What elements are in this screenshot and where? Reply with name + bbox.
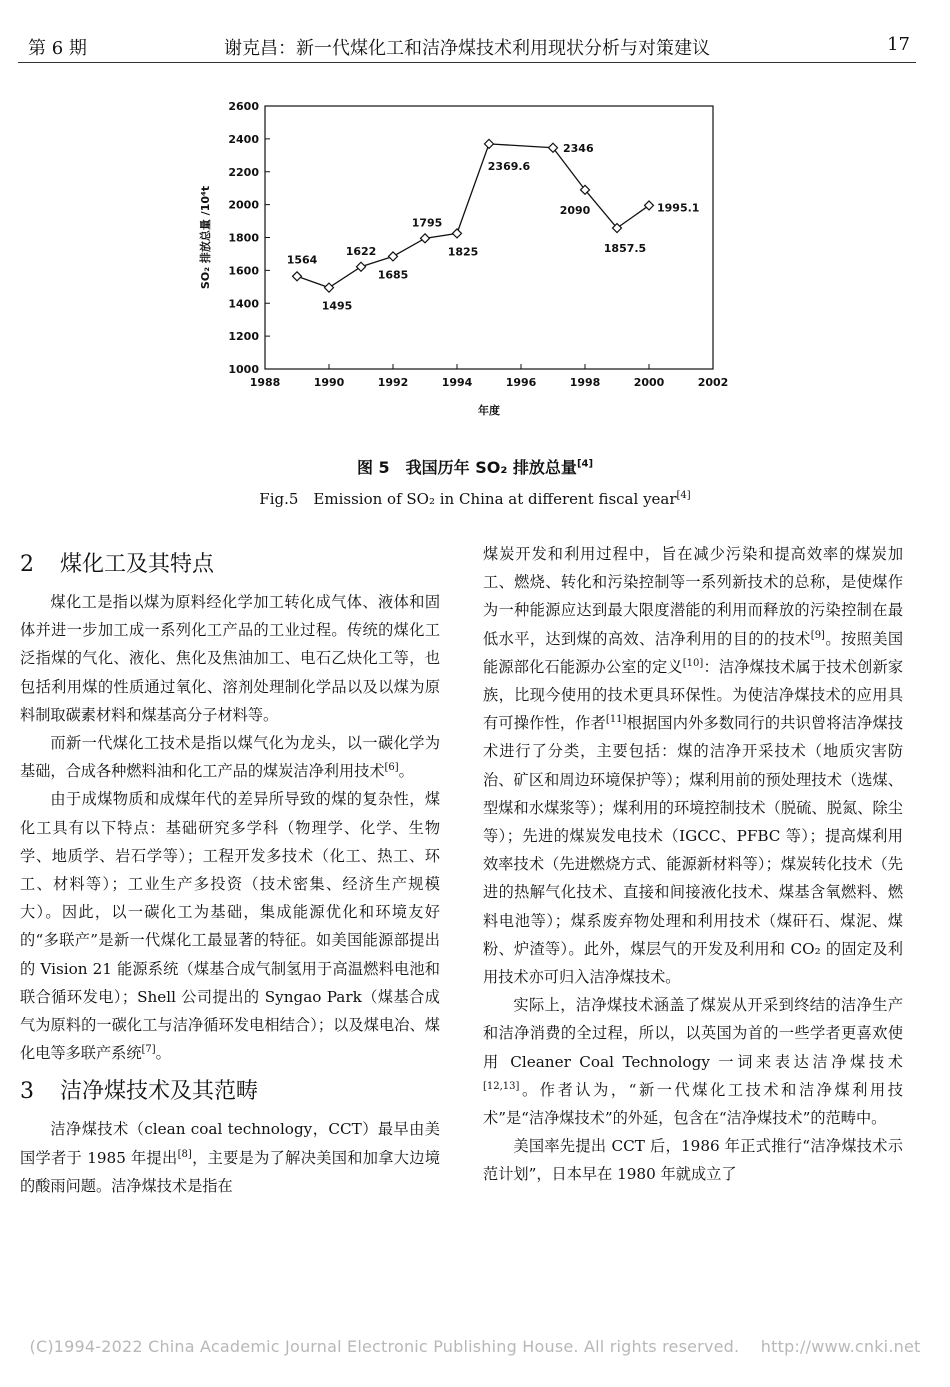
data-label: 1795 bbox=[411, 216, 443, 230]
x-tick-label: 1998 bbox=[569, 376, 601, 389]
y-tick-label: 1200 bbox=[228, 330, 259, 344]
y-tick-label: 1800 bbox=[228, 231, 259, 245]
y-axis-label: SO₂ 排放总量 /10⁴t bbox=[199, 185, 212, 290]
left-column bbox=[20, 540, 440, 1200]
paragraph: 洁净煤技术（clean coal technology，CCT）最早由美国学者于 1985 年提出[8]，主要是为了解决美国和加拿大边境的酸雨问题。洁净煤技术是指在 bbox=[20, 1120, 440, 1195]
x-tick-label: 1988 bbox=[249, 376, 281, 389]
issue-number: 第 6 期 bbox=[28, 38, 87, 59]
data-point bbox=[453, 229, 462, 238]
data-label: 1622 bbox=[345, 244, 377, 258]
y-tick-label: 1600 bbox=[228, 264, 259, 278]
x-tick-label: 2000 bbox=[633, 376, 665, 389]
x-tick-label: 1990 bbox=[313, 376, 345, 389]
data-point bbox=[421, 234, 430, 243]
paragraph: 而新一代煤化工技术是指以煤气化为龙头，以一碳化学为基础，合成各种燃料油和化工产品的煤炭洁净利用技术[6]。 bbox=[20, 734, 440, 781]
series-line bbox=[297, 141, 649, 288]
y-tick-label: 1000 bbox=[228, 363, 259, 376]
x-tick-label: 2002 bbox=[697, 376, 729, 389]
paragraph: 美国率先提出 CCT 后，1986 年正式推行“洁净煤技术示范计划”，日本早在 1980 年就成立了 bbox=[483, 1137, 903, 1184]
page-number: 17 bbox=[887, 34, 910, 55]
section-heading-3: 3 洁净煤技术及其范畴 bbox=[20, 1079, 259, 1105]
data-point bbox=[645, 201, 654, 210]
y-tick-label: 2600 bbox=[228, 100, 259, 113]
data-point bbox=[389, 252, 398, 261]
paragraph: 实际上，洁净煤技术涵盖了煤炭从开采到终结的洁净生产和洁净消费的全过程，所以，以英国为首的一些学者更喜欢使用 Cleaner Coal Technology 一词来表达洁净煤技术[12,13]。作者认为，“新一代煤化工技术和洁净煤利用技术”是“洁净煤技术”的外延，包含在“洁净煤技术”的范畴中。 bbox=[483, 996, 903, 1128]
running-title: 谢克昌：新一代煤化工和洁净煤技术利用现状分析与对策建议 bbox=[224, 38, 710, 59]
running-header bbox=[18, 30, 916, 63]
x-tick-label: 1996 bbox=[505, 376, 537, 389]
data-point bbox=[325, 283, 334, 292]
data-label: 1825 bbox=[447, 245, 479, 259]
data-label: 1564 bbox=[286, 253, 318, 267]
figure-caption-zh: 图 5 我国历年 SO₂ 排放总量[4] bbox=[356, 458, 594, 477]
x-tick-label: 1992 bbox=[377, 376, 409, 389]
paragraph: 煤化工是指以煤为原料经化学加工转化成气体、液体和固体并进一步加工成一系列化工产品的工业过程。传统的煤化工泛指煤的气化、液化、焦化及焦油加工、电石乙炔化工等，也包括利用煤的性质通过氧化、溶剂处理制化学品以及以煤为原料制取碳素材料和煤基高分子材料等。 bbox=[20, 593, 440, 724]
data-label: 2346 bbox=[563, 141, 594, 155]
copyright-footer: (C)1994-2022 China Academic Journal Electronic Publishing House. All rights reserved. http://www.cnki.net bbox=[29, 1337, 921, 1356]
x-axis-label: 年度 bbox=[478, 404, 500, 417]
data-label: 1685 bbox=[377, 268, 409, 282]
y-tick-label: 1400 bbox=[228, 297, 259, 311]
data-point bbox=[357, 262, 366, 271]
data-label: 1857.5 bbox=[603, 242, 647, 256]
data-label: 1495 bbox=[321, 299, 353, 313]
x-tick-label: 1994 bbox=[441, 376, 473, 389]
y-tick-label: 2400 bbox=[228, 132, 259, 146]
paragraph: 由于成煤物质和成煤年代的差异所导致的煤的复杂性，煤化工具有以下特点：基础研究多学科（物理学、化学、生物学、地质学、岩石学等）；工程开发多技术（化工、热工、环工、材料等）；工业生产多投资（技术密集、经济生产规模大）。因此，以一碳化工为基础，集成能源优化和环境友好的“多联产”是新一代煤化工最显著的特征。如美国能源部提出的 Vision 21 能源系统（煤基合成气制氢用于高温燃料电池和联合循环发电）；Shell 公司提出的 Syngao Park（煤基合成气为原料的一碳化工与洁净循环发电相结合）；以及煤电冶、煤化电等多联产系统[7]。 bbox=[20, 790, 440, 1063]
data-point bbox=[485, 139, 494, 148]
y-tick-label: 2000 bbox=[228, 198, 259, 212]
figure-caption-en: Fig.5 Emission of SO₂ in China at different fiscal year[4] bbox=[259, 490, 691, 508]
y-tick-label: 2200 bbox=[228, 165, 259, 179]
so2-emission-chart bbox=[185, 90, 745, 430]
section-heading-2: 2 煤化工及其特点 bbox=[20, 552, 215, 577]
data-label: 2090 bbox=[559, 203, 591, 217]
paragraph-continued: 煤炭开发和利用过程中，旨在减少污染和提高效率的煤炭加工、燃烧、转化和污染控制等一系列新技术的总称，是使煤作为一种能源应达到最大限度潜能的利用而释放的污染控制在最低水平，达到煤的高效、洁净利用的目的的技术[9]。按照美国能源部化石能源办公室的定义[10]：洁净煤技术属于技术创新家族，比现今使用的技术更具环保性。为使洁净煤技术的应用具有可操作性，作者[11]根据国内外多数同行的共识曾将洁净煤技术进行了分类，主要包括：煤的洁净开采技术（地质灾害防治、矿区和周边环境保护等）；煤利用前的预处理技术（选煤、型煤和水煤浆等）；煤利用的环境控制技术（脱硫、脱氮、除尘等）；先进的煤炭发电技术（IGCC、PFBC 等）；提高煤利用效率技术（先进燃烧方式、能源新材料等）；煤炭转化技术（先进的热解气化技术、直接和间接液化技术、煤基含氧燃料、燃料电池等）；煤系废弃物处理和利用技术（煤矸石、煤泥、煤粉、炉渣等）。此外，煤层气的开发及利用和 CO₂ 的固定及利用技术亦可归入洁净煤技术。 bbox=[483, 545, 904, 987]
data-point bbox=[293, 272, 302, 281]
data-label: 1995.1 bbox=[657, 201, 700, 215]
right-column bbox=[483, 540, 903, 1189]
data-label: 2369.6 bbox=[487, 159, 531, 173]
